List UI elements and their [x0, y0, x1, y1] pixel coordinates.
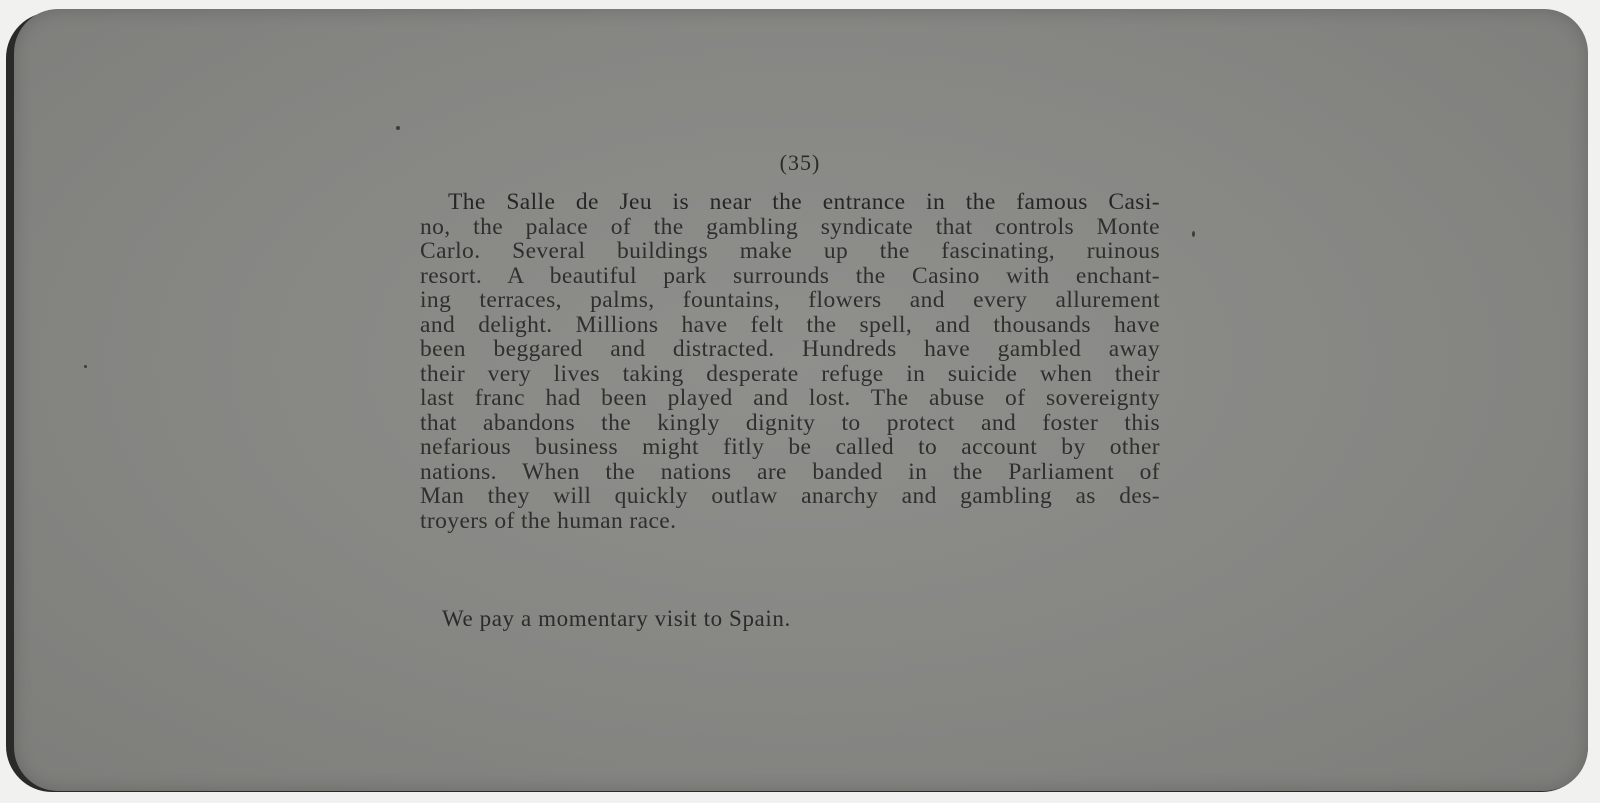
paragraph-line: troyers of the human race. — [420, 507, 677, 534]
paragraph-line: and delight. Millions have felt the spell, and thousands have — [420, 311, 1160, 338]
paragraph-line: been beggared and distracted. Hundreds have gambled away — [420, 336, 1160, 362]
paragraph-line: The Salle de Jeu is near the entrance in the famous Casi- — [448, 189, 1160, 215]
paragraph-line: Carlo. Several buildings make up the fascinating, ruinous — [420, 238, 1160, 264]
description-paragraph — [420, 190, 1160, 533]
paragraph-line: ing terraces, palms, fountains, flowers and every allurement — [420, 287, 1160, 313]
page-number: (35) — [779, 150, 821, 175]
paragraph-line: last franc had been played and lost. The abuse of sovereignty — [420, 385, 1160, 411]
closing-line: We pay a momentary visit to Spain. — [442, 606, 791, 631]
paragraph-line: resort. A beautiful park surrounds the Casino with enchant- — [420, 262, 1160, 289]
paragraph-line: their very lives taking desperate refuge in suicide when their — [420, 360, 1160, 387]
paragraph-line: no, the palace of the gambling syndicate that controls Monte — [420, 213, 1160, 240]
paragraph-line: nations. When the nations are banded in the Parliament of — [420, 458, 1160, 485]
paragraph-line: Man they will quickly outlaw anarchy and gambling as des- — [420, 483, 1160, 509]
paragraph-line: that abandons the kingly dignity to protect and foster this — [420, 409, 1160, 436]
paragraph-line: nefarious business might fitly be called to account by other — [420, 434, 1160, 460]
paper-speck — [396, 126, 400, 130]
paper-speck — [84, 365, 87, 368]
paper-speck — [1192, 231, 1195, 237]
